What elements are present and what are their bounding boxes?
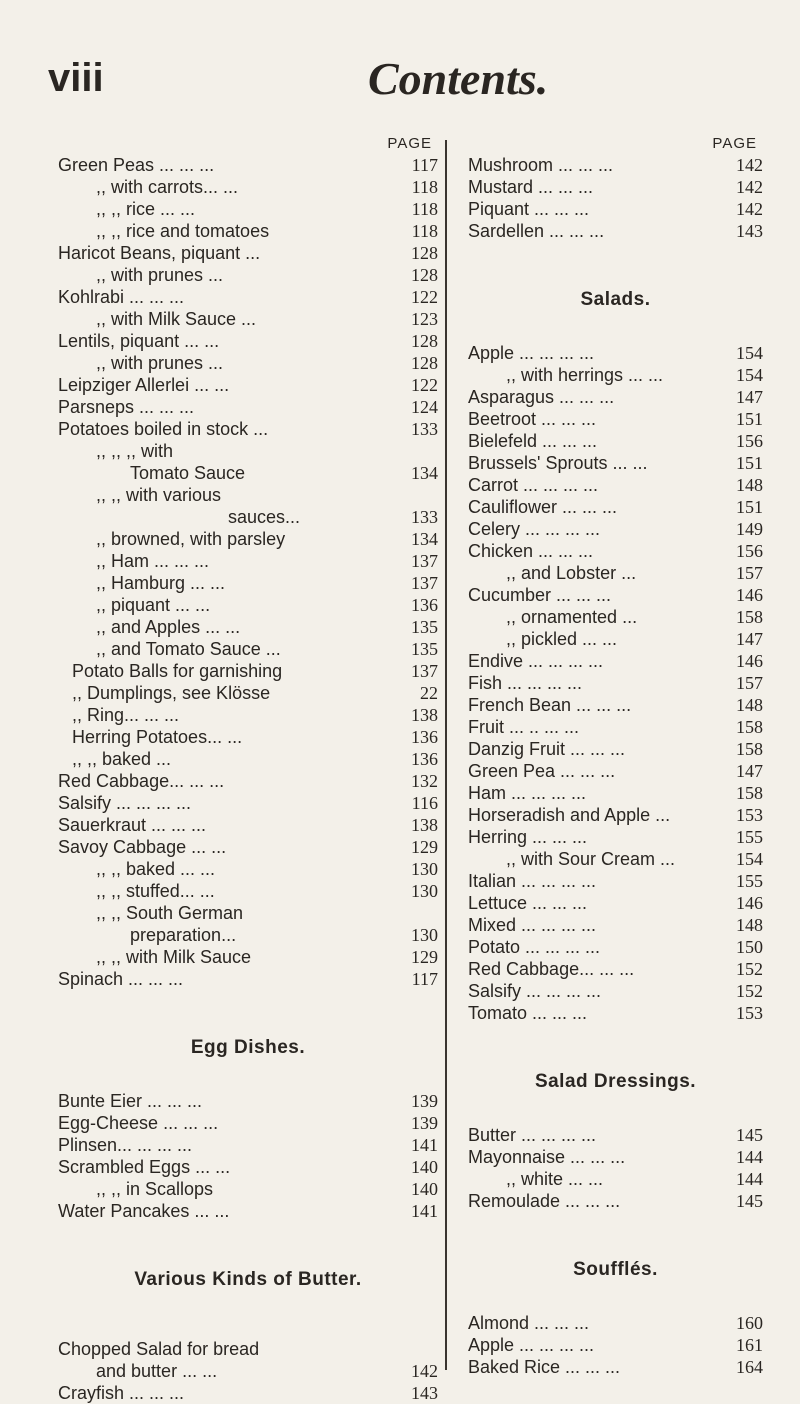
index-entry (468, 176, 763, 198)
index-entry (58, 462, 438, 484)
entry-label: Salsify ... ... ... ... (468, 981, 602, 1001)
index-entry (58, 748, 438, 770)
index-entry (58, 1200, 438, 1222)
entry-page-number: 158 (736, 783, 763, 803)
entry-page-number: 141 (411, 1135, 438, 1155)
entry-page-number: 145 (736, 1191, 763, 1211)
index-entry (468, 914, 763, 936)
entry-label: Crayfish ... ... ... (58, 1383, 185, 1403)
entry-label: ,, with prunes ... (96, 265, 224, 285)
entry-label: Butter ... ... ... ... (468, 1125, 597, 1145)
entry-page-number: 137 (411, 551, 438, 571)
entry-label: ,, with Sour Cream ... (506, 849, 676, 869)
entry-page-number: 153 (736, 1003, 763, 1023)
index-entry (58, 528, 438, 550)
entry-page-number: 150 (736, 937, 763, 957)
index-entry (468, 220, 763, 242)
index-entry (58, 1360, 438, 1382)
entry-page-number: 140 (411, 1157, 438, 1177)
entry-label: ,, ,, stuffed... ... (96, 881, 215, 901)
index-entry (58, 220, 438, 242)
entry-label: Piquant ... ... ... (468, 199, 590, 219)
index-entry (58, 506, 438, 528)
entry-label: Scrambled Eggs ... ... (58, 1157, 231, 1177)
index-entry (468, 980, 763, 1002)
entry-label: ,, with herrings ... ... (506, 365, 664, 385)
entry-label: Plinsen... ... ... ... (58, 1135, 193, 1155)
mustard-list (468, 154, 763, 242)
entry-page-number: 146 (736, 585, 763, 605)
entry-page-number: 144 (736, 1147, 763, 1167)
entry-label: Fish ... ... ... ... (468, 673, 583, 693)
index-entry (58, 176, 438, 198)
index-entry (468, 782, 763, 804)
section-heading-butter: Various Kinds of Butter. (134, 1269, 362, 1290)
entry-label: Mustard ... ... ... (468, 177, 594, 197)
index-entry (58, 330, 438, 352)
entry-page-number: 149 (736, 519, 763, 539)
entry-page-number: 129 (411, 837, 438, 857)
section-heading-salads: Salads. (580, 289, 651, 310)
entry-label: Tomato ... ... ... (468, 1003, 588, 1023)
index-entry (58, 1156, 438, 1178)
entry-label: Mayonnaise ... ... ... (468, 1147, 626, 1167)
index-entry (468, 628, 763, 650)
index-entry (468, 650, 763, 672)
index-entry (468, 804, 763, 826)
index-entry (58, 308, 438, 330)
entry-page-number: 139 (411, 1113, 438, 1133)
entry-label: Apple ... ... ... ... (468, 1335, 595, 1355)
index-entry (468, 672, 763, 694)
index-entry (58, 814, 438, 836)
entry-page-number: 145 (736, 1125, 763, 1145)
index-entry (468, 848, 763, 870)
entry-page-number: 135 (411, 639, 438, 659)
entry-label: Green Pea ... ... ... (468, 761, 616, 781)
page-number: viii (48, 56, 104, 100)
entry-page-number: 137 (411, 573, 438, 593)
index-entry (58, 858, 438, 880)
entry-page-number: 137 (411, 661, 438, 681)
entry-page-number: 147 (736, 629, 763, 649)
entry-label: Leipziger Allerlei ... ... (58, 375, 230, 395)
entry-page-number: 154 (736, 343, 763, 363)
entry-page-number: 118 (411, 199, 438, 219)
entry-page-number: 156 (736, 431, 763, 451)
index-entry (58, 1178, 438, 1200)
entry-label: Celery ... ... ... ... (468, 519, 601, 539)
entry-page-number: 160 (736, 1313, 763, 1333)
index-entry (58, 264, 438, 286)
entry-label: French Bean ... ... ... (468, 695, 632, 715)
entry-label: Mixed ... ... ... ... (468, 915, 597, 935)
entry-page-number: 142 (411, 1361, 438, 1381)
index-entry (58, 968, 438, 990)
entry-label: ,, ,, rice and tomatoes (96, 221, 270, 241)
entry-label: preparation... (130, 925, 237, 945)
butter-list (58, 1338, 438, 1404)
entry-label: Bunte Eier ... ... ... (58, 1091, 203, 1111)
index-entry (468, 1312, 763, 1334)
entry-label: Savoy Cabbage ... ... (58, 837, 227, 857)
page-column-label: PAGE (712, 135, 757, 152)
entry-label: Potato Balls for garnishing (72, 661, 283, 681)
entry-label: Salsify ... ... ... ... (58, 793, 192, 813)
index-entry (58, 880, 438, 902)
entry-label: ,, piquant ... ... (96, 595, 211, 615)
souffle-list (468, 1312, 763, 1378)
entry-page-number: 129 (411, 947, 438, 967)
entry-page-number: 155 (736, 827, 763, 847)
entry-label: ,, ornamented ... (506, 607, 638, 627)
entry-label: ,, and Apples ... ... (96, 617, 241, 637)
entry-label: Remoulade ... ... ... (468, 1191, 621, 1211)
entry-page-number: 128 (411, 353, 438, 373)
page-header (0, 42, 800, 102)
index-entry (468, 540, 763, 562)
index-entry (58, 792, 438, 814)
entry-label: ,, and Tomato Sauce ... (96, 639, 281, 659)
index-entry (468, 738, 763, 760)
index-entry (58, 550, 438, 572)
entry-page-number: 133 (411, 419, 438, 439)
index-entry (58, 352, 438, 374)
index-entry (468, 870, 763, 892)
entry-label: Red Cabbage... ... ... (58, 771, 225, 791)
index-entry (468, 154, 763, 176)
entry-page-number: 128 (411, 331, 438, 351)
index-entry (468, 408, 763, 430)
index-entry (58, 924, 438, 946)
entry-label: Bielefeld ... ... ... (468, 431, 598, 451)
entry-label: Ham ... ... ... ... (468, 783, 587, 803)
entry-label: Danzig Fruit ... ... ... (468, 739, 626, 759)
index-entry (58, 396, 438, 418)
index-entry (468, 1168, 763, 1190)
salad-list (468, 342, 763, 1024)
entry-page-number: 143 (411, 1383, 438, 1403)
entry-label: ,, ,, South German (96, 903, 244, 923)
entry-page-number: 151 (736, 409, 763, 429)
entry-label: Tomato Sauce (130, 463, 246, 483)
entry-label: ,, Hamburg ... ... (96, 573, 226, 593)
entry-label: Horseradish and Apple ... (468, 805, 671, 825)
entry-page-number: 134 (411, 529, 438, 549)
index-entry (58, 484, 438, 506)
index-entry (468, 430, 763, 452)
entry-label: ,, Ham ... ... ... (96, 551, 210, 571)
index-entry (58, 1134, 438, 1156)
entry-page-number: 157 (736, 673, 763, 693)
index-entry (58, 374, 438, 396)
entry-label: Asparagus ... ... ... (468, 387, 615, 407)
entry-label: ,, ,, ,, with (96, 441, 174, 461)
index-entry (468, 606, 763, 628)
index-entry (468, 562, 763, 584)
entry-label: Red Cabbage... ... ... (468, 959, 635, 979)
index-entry (58, 594, 438, 616)
index-entry (468, 1002, 763, 1024)
entry-page-number: 138 (411, 705, 438, 725)
index-entry (58, 726, 438, 748)
index-entry (58, 1382, 438, 1404)
entry-page-number: 157 (736, 563, 763, 583)
entry-page-number: 123 (411, 309, 438, 329)
entry-label: Spinach ... ... ... (58, 969, 184, 989)
entry-page-number: 143 (736, 221, 763, 241)
entry-label: Sauerkraut ... ... ... (58, 815, 207, 835)
index-entry (58, 616, 438, 638)
entry-label: ,, Dumplings, see Klösse (72, 683, 271, 703)
entry-page-number: 136 (411, 749, 438, 769)
index-entry (468, 452, 763, 474)
index-entry (468, 1356, 763, 1378)
entry-label: Almond ... ... ... (468, 1313, 590, 1333)
index-entry (468, 892, 763, 914)
egg-list (58, 1090, 438, 1222)
index-entry (468, 364, 763, 386)
index-entry (58, 902, 438, 924)
entry-page-number: 130 (411, 881, 438, 901)
entry-page-number: 128 (411, 243, 438, 263)
entry-page-number: 142 (736, 177, 763, 197)
entry-page-number: 148 (736, 475, 763, 495)
entry-label: ,, white ... ... (506, 1169, 604, 1189)
index-entry (58, 770, 438, 792)
entry-page-number: 116 (411, 793, 438, 813)
index-entry (468, 584, 763, 606)
index-entry (468, 496, 763, 518)
entry-page-number: 142 (736, 199, 763, 219)
entry-page-number: 138 (411, 815, 438, 835)
index-entry (58, 704, 438, 726)
entry-page-number: 22 (420, 683, 438, 703)
index-entry (468, 826, 763, 848)
entry-label: ,, Ring... ... ... (72, 705, 180, 725)
entry-label: Beetroot ... ... ... (468, 409, 597, 429)
entry-label: Sardellen ... ... ... (468, 221, 605, 241)
entry-page-number: 136 (411, 727, 438, 747)
section-heading-souffles: Soufflés. (573, 1259, 658, 1280)
entry-page-number: 135 (411, 617, 438, 637)
entry-label: Endive ... ... ... ... (468, 651, 604, 671)
index-entry (58, 418, 438, 440)
entry-page-number: 146 (736, 651, 763, 671)
entry-label: ,, and Lobster ... (506, 563, 637, 583)
entry-page-number: 118 (411, 221, 438, 241)
index-entry (58, 572, 438, 594)
right-column (468, 134, 763, 1378)
index-entry (468, 1334, 763, 1356)
entry-page-number: 122 (411, 287, 438, 307)
index-entry (58, 286, 438, 308)
entry-page-number: 130 (411, 859, 438, 879)
index-entry (58, 1112, 438, 1134)
index-entry (58, 660, 438, 682)
entry-page-number: 128 (411, 265, 438, 285)
index-entry (58, 682, 438, 704)
index-entry (468, 386, 763, 408)
entry-page-number: 134 (411, 463, 438, 483)
entry-label: Potato ... ... ... ... (468, 937, 601, 957)
entry-page-number: 158 (736, 739, 763, 759)
entry-page-number: 147 (736, 761, 763, 781)
entry-page-number: 147 (736, 387, 763, 407)
entry-label: Parsneps ... ... ... (58, 397, 195, 417)
index-entry (468, 474, 763, 496)
entry-label: Fruit ... .. ... ... (468, 717, 580, 737)
entry-page-number: 130 (411, 925, 438, 945)
entry-page-number: 132 (411, 771, 438, 791)
entry-page-number: 142 (736, 155, 763, 175)
index-entry (58, 836, 438, 858)
entry-label: Lettuce ... ... ... (468, 893, 588, 913)
entry-label: ,, browned, with parsley (96, 529, 286, 549)
entry-label: Herring Potatoes... ... (72, 727, 243, 747)
entry-page-number: 153 (736, 805, 763, 825)
entry-page-number: 117 (411, 155, 438, 175)
entry-label: Carrot ... ... ... ... (468, 475, 599, 495)
entry-label: ,, ,, with various (96, 485, 222, 505)
index-entry (58, 1090, 438, 1112)
index-entry (58, 242, 438, 264)
entry-page-number: 148 (736, 915, 763, 935)
entry-page-number: 136 (411, 595, 438, 615)
entry-label: Chicken ... ... ... (468, 541, 594, 561)
entry-label: Chopped Salad for bread (58, 1339, 260, 1359)
vegetable-list (58, 154, 438, 990)
index-entry (58, 198, 438, 220)
entry-page-number: 144 (736, 1169, 763, 1189)
entry-page-number: 152 (736, 959, 763, 979)
dressing-list (468, 1124, 763, 1212)
entry-label: Cauliflower ... ... ... (468, 497, 618, 517)
entry-page-number: 151 (736, 497, 763, 517)
entry-label: Mushroom ... ... ... (468, 155, 614, 175)
entry-label: Brussels' Sprouts ... ... (468, 453, 648, 473)
entry-page-number: 161 (736, 1335, 763, 1355)
entry-label: and butter ... ... (96, 1361, 218, 1381)
entry-page-number: 158 (736, 607, 763, 627)
entry-label: ,, pickled ... ... (506, 629, 618, 649)
entry-label: Potatoes boiled in stock ... (58, 419, 269, 439)
entry-label: Apple ... ... ... ... (468, 343, 595, 363)
index-entry (468, 1146, 763, 1168)
entry-page-number: 122 (411, 375, 438, 395)
entry-page-number: 141 (411, 1201, 438, 1221)
entry-label: ,, ,, baked ... ... (96, 859, 216, 879)
entry-label: ,, ,, in Scallops (96, 1179, 214, 1199)
entry-label: ,, with Milk Sauce ... (96, 309, 257, 329)
entry-label: sauces... (228, 507, 301, 527)
index-entry (58, 440, 438, 462)
section-heading-salad-dressings: Salad Dressings. (534, 1071, 697, 1092)
entry-page-number: 152 (736, 981, 763, 1001)
entry-label: Kohlrabi ... ... ... (58, 287, 185, 307)
index-entry (468, 694, 763, 716)
entry-page-number: 154 (736, 365, 763, 385)
index-entry (468, 518, 763, 540)
entry-label: ,, ,, baked ... (72, 749, 172, 769)
entry-page-number: 117 (411, 969, 438, 989)
index-entry (468, 716, 763, 738)
index-entry (468, 936, 763, 958)
index-entry (468, 198, 763, 220)
entry-page-number: 164 (736, 1357, 763, 1377)
entry-page-number: 140 (411, 1179, 438, 1199)
entry-label: Herring ... ... ... (468, 827, 588, 847)
column-divider (445, 140, 447, 1370)
entry-label: Haricot Beans, piquant ... (58, 243, 261, 263)
index-entry (468, 1190, 763, 1212)
entry-label: ,, ,, with Milk Sauce (96, 947, 252, 967)
section-heading-egg-dishes: Egg Dishes. (190, 1037, 306, 1058)
entry-page-number: 118 (411, 177, 438, 197)
entry-label: Egg-Cheese ... ... ... (58, 1113, 219, 1133)
index-entry (468, 958, 763, 980)
entry-page-number: 124 (411, 397, 438, 417)
entry-label: Italian ... ... ... ... (468, 871, 597, 891)
entry-label: Water Pancakes ... ... (58, 1201, 230, 1221)
index-entry (58, 1338, 438, 1360)
page-title: Contents. (368, 53, 549, 104)
entry-label: Lentils, piquant ... ... (58, 331, 220, 351)
entry-page-number: 156 (736, 541, 763, 561)
entry-page-number: 133 (411, 507, 438, 527)
entry-label: ,, with prunes ... (96, 353, 224, 373)
entry-label: Baked Rice ... ... ... (468, 1357, 621, 1377)
index-entry (58, 154, 438, 176)
index-entry (58, 946, 438, 968)
index-entry (468, 342, 763, 364)
left-column (58, 134, 438, 1404)
entry-page-number: 158 (736, 717, 763, 737)
entry-page-number: 151 (736, 453, 763, 473)
index-entry (58, 638, 438, 660)
index-entry (468, 760, 763, 782)
entry-page-number: 139 (411, 1091, 438, 1111)
entry-page-number: 154 (736, 849, 763, 869)
page-column-label: PAGE (387, 135, 432, 152)
entry-label: ,, with carrots... ... (96, 177, 239, 197)
index-entry (468, 1124, 763, 1146)
entry-label: Cucumber ... ... ... (468, 585, 612, 605)
entry-label: Green Peas ... ... ... (58, 155, 215, 175)
entry-page-number: 155 (736, 871, 763, 891)
entry-page-number: 148 (736, 695, 763, 715)
entry-label: ,, ,, rice ... ... (96, 199, 196, 219)
entry-page-number: 146 (736, 893, 763, 913)
